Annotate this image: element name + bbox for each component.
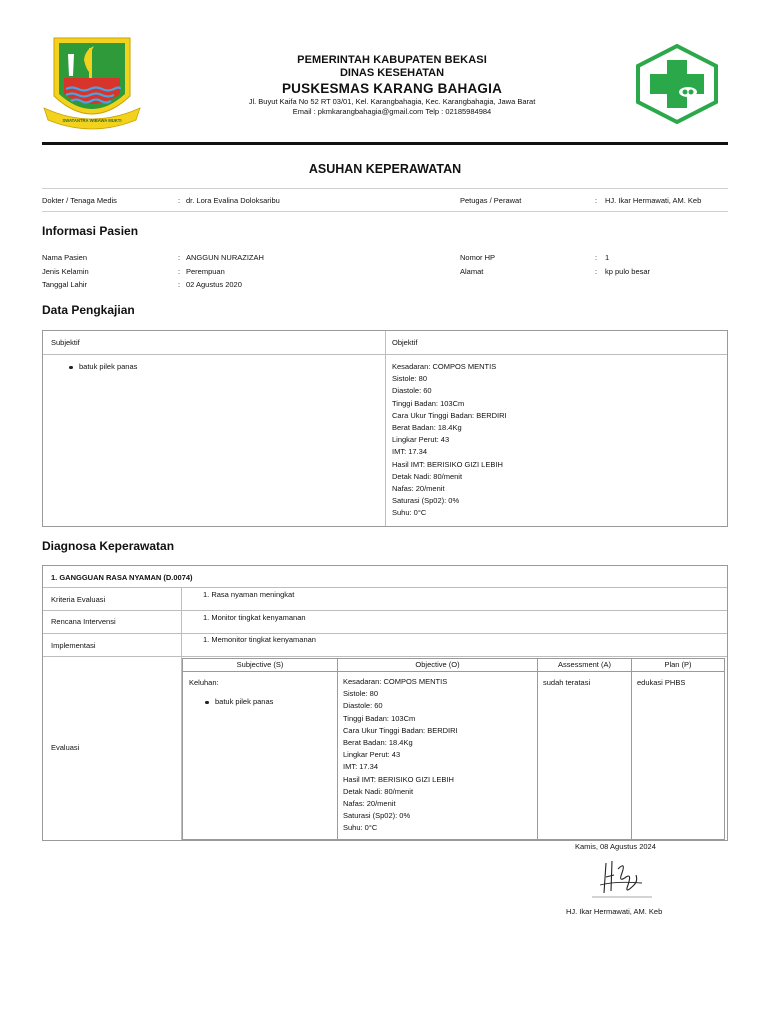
list-item: Kesadaran: COMPOS MENTIS (343, 677, 448, 686)
list-item: Nafas: 20/menit (343, 799, 396, 809)
assessment-section-title: Data Pengkajian (42, 303, 135, 317)
keluhan-label: Keluhan: (189, 678, 219, 687)
objective-list (392, 361, 507, 520)
list-item: Hasil IMT: BERISIKO GIZI LEBIH (392, 459, 503, 469)
divider (43, 587, 727, 588)
government-name: PEMERINTAH KABUPATEN BEKASI (297, 54, 487, 66)
address-value: kp pulo besar (605, 267, 651, 276)
doctor-label: Dokter / Tenaga Medis (42, 196, 117, 205)
list-item: Berat Badan: 18.4Kg (392, 423, 462, 433)
implementation-value: 1. Memonitor tingkat kenyamanan (203, 635, 316, 644)
list-item: Suhu: 0°C (392, 508, 427, 518)
colon: : (178, 196, 181, 205)
list-item: IMT: 17.34 (343, 762, 379, 772)
list-item: Berat Badan: 18.4Kg (343, 738, 413, 748)
diagnosis-section-title: Diagnosa Keperawatan (42, 539, 175, 553)
divider (42, 211, 728, 212)
list-item: Saturasi (Sp02): 0% (343, 811, 411, 821)
department-name: DINAS KESEHATAN (339, 67, 445, 79)
phone-label: Nomor HP (460, 253, 496, 262)
plan-value: 1. Monitor tingkat kenyamanan (203, 613, 306, 622)
divider (337, 659, 338, 839)
soap-subjective-list (203, 696, 273, 708)
divider (537, 659, 538, 839)
nurse-label: Petugas / Perawat (460, 196, 522, 205)
assessment-table (42, 330, 728, 527)
divider (631, 659, 632, 839)
soap-header-objective: Objective (O) (415, 660, 460, 669)
list-item: Diastole: 60 (392, 386, 432, 396)
list-item: Detak Nadi: 80/menit (343, 786, 414, 796)
gender-value: Perempuan (186, 267, 225, 276)
list-item: Saturasi (Sp02): 0% (392, 496, 460, 506)
list-item: Detak Nadi: 80/menit (392, 471, 463, 481)
patient-name-value: ANGGUN NURAZIZAH (186, 253, 264, 262)
divider (42, 188, 728, 189)
list-item: Cara Ukur Tinggi Badan: BERDIRI (343, 725, 458, 735)
divider (385, 331, 386, 526)
diagnosis-title: 1. GANGGUAN RASA NYAMAN (D.0074) (51, 573, 193, 582)
diagnosis-table (42, 565, 728, 841)
phone-value: 1 (605, 253, 610, 262)
letterhead (42, 34, 728, 144)
colon: : (595, 253, 598, 262)
divider (43, 656, 727, 657)
list-item: Tinggi Badan: 103Cm (343, 713, 416, 723)
evaluation-label: Evaluasi (51, 743, 80, 752)
list-item: Diastole: 60 (343, 701, 383, 711)
objective-header: Objektif (392, 338, 418, 347)
list-item: Lingkar Perut: 43 (343, 750, 401, 760)
signature-date: Kamis, 08 Agustus 2024 (575, 842, 656, 851)
colon: : (178, 267, 181, 276)
colon: : (595, 196, 598, 205)
list-item: Kesadaran: COMPOS MENTIS (392, 362, 497, 371)
handwritten-signature-icon (592, 855, 652, 899)
crest-motto: SWATANTRA WIBAWA MUKTI (62, 118, 122, 123)
list-item: batuk pilek panas (67, 361, 137, 373)
list-item: IMT: 17.34 (392, 447, 428, 457)
list-item: Sistole: 80 (343, 689, 379, 699)
criteria-value: 1. Rasa nyaman meningkat (203, 590, 295, 599)
list-item: Hasil IMT: BERISIKO GIZI LEBIH (343, 774, 454, 784)
facility-name: PUSKESMAS KARANG BAHAGIA (281, 81, 503, 96)
divider (43, 633, 727, 634)
nurse-value: HJ. Ikar Hermawati, AM. Keb (605, 196, 702, 205)
dob-value: 02 Agustus 2020 (186, 280, 242, 289)
header-divider (42, 142, 728, 145)
list-item: Tinggi Badan: 103Cm (392, 398, 465, 408)
puskesmas-logo-icon (634, 44, 720, 124)
soap-assessment-value: sudah teratasi (543, 678, 591, 687)
document-title: ASUHAN KEPERAWATAN (308, 162, 462, 176)
subjective-header: Subjektif (51, 338, 80, 347)
plan-label: Rencana Intervensi (51, 617, 116, 626)
colon: : (178, 253, 181, 262)
gender-label: Jenis Kelamin (42, 267, 89, 276)
divider (43, 610, 727, 611)
soap-objective-list (343, 676, 458, 835)
soap-header-subjective: Subjective (S) (236, 660, 284, 669)
soap-header-plan: Plan (P) (664, 660, 692, 669)
bekasi-regency-crest-icon (42, 34, 142, 134)
patient-name-label: Nama Pasien (42, 253, 88, 262)
signature-name: HJ. Ikar Hermawati, AM. Keb (566, 907, 663, 916)
soap-plan-value: edukasi PHBS (637, 678, 686, 687)
facility-address: Jl. Buyut Kaifa No 52 RT 03/01, Kel. Karangbahagia, Kec. Karangbahagia, Jawa Barat (248, 97, 536, 106)
soap-header-assessment: Assessment (A) (558, 660, 611, 669)
dob-label: Tanggal Lahir (42, 280, 88, 289)
letterhead-text (192, 54, 592, 117)
colon: : (178, 280, 181, 289)
criteria-label: Kriteria Evaluasi (51, 595, 106, 604)
implementation-label: Implementasi (51, 641, 96, 650)
list-item: Cara Ukur Tinggi Badan: BERDIRI (392, 410, 507, 420)
facility-contact: Email : pkmkarangbahagia@gmail.com Telp : 02185984984 (292, 107, 492, 116)
colon: : (595, 267, 598, 276)
list-item: Sistole: 80 (392, 374, 428, 384)
divider (183, 671, 724, 672)
list-item: Lingkar Perut: 43 (392, 435, 450, 445)
list-item: batuk pilek panas (203, 696, 273, 708)
address-label: Alamat (460, 267, 484, 276)
doctor-value: dr. Lora Evalina Doloksaribu (186, 196, 280, 205)
list-item: Suhu: 0°C (343, 823, 378, 833)
soap-table (182, 658, 725, 840)
patient-section-title: Informasi Pasien (42, 224, 139, 238)
list-item: Nafas: 20/menit (392, 484, 445, 494)
subjective-list (67, 361, 137, 373)
